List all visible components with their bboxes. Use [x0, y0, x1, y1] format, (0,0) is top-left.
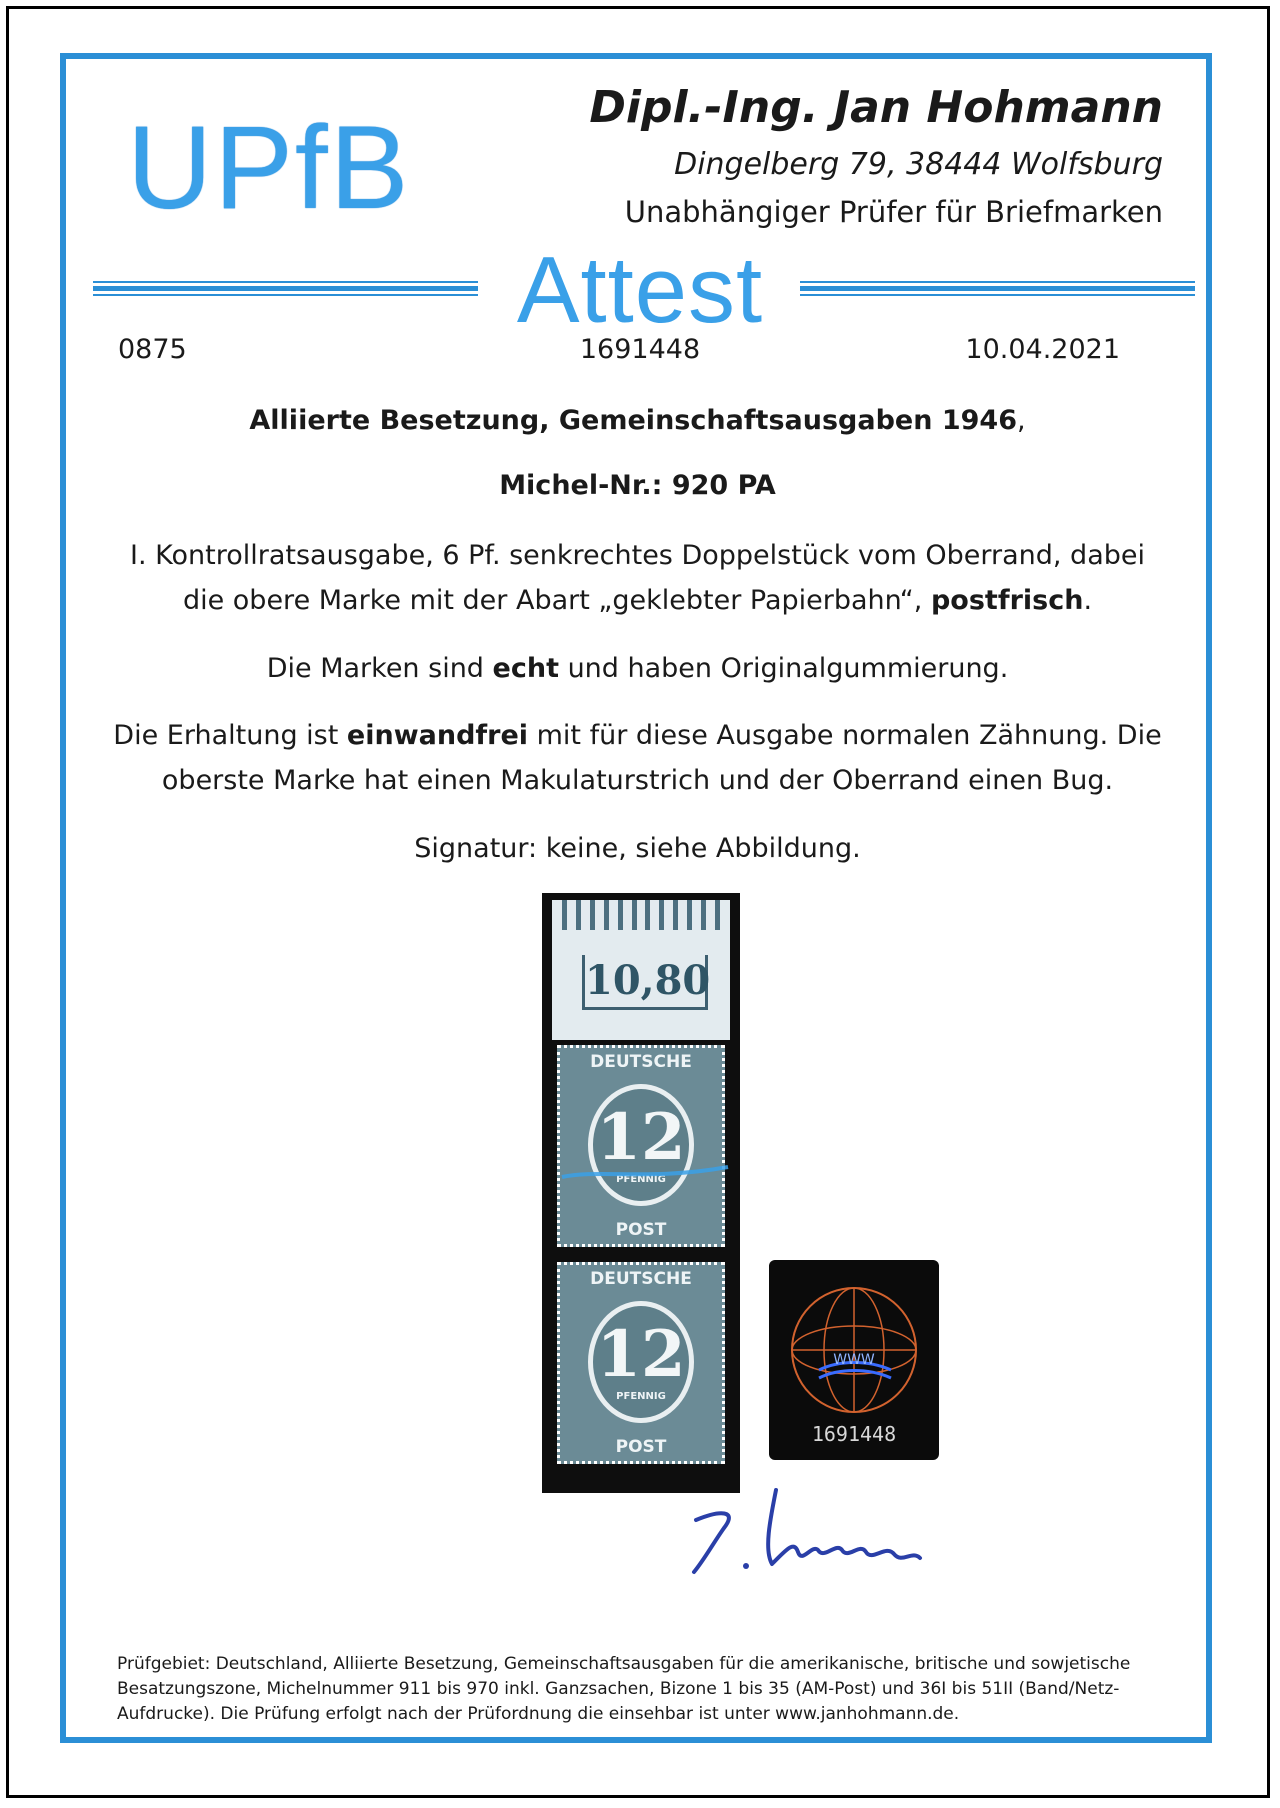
certificate-number: 1691448: [579, 334, 701, 365]
area-line: [100, 405, 1175, 436]
condition-line-1: [100, 720, 1175, 751]
upfb-logo: UPfB: [127, 102, 411, 234]
examiner-role: Unabhängiger Prüfer für Briefmarken: [624, 195, 1163, 229]
stamp-lower: [557, 1262, 725, 1464]
certificate-date: 10.04.2021: [965, 334, 1120, 365]
examiner-signature: [690, 1480, 930, 1580]
footer-line-2: Besatzungszone, Michelnummer 911 bis 970 inkl. Ganzsachen, Bizone 1 bis 35 (AM-Post) und 36I bis 51II (Band/Netz-: [117, 1679, 1120, 1699]
genuine-echt: echt: [492, 653, 559, 684]
description-end: .: [1083, 585, 1093, 616]
stamp-post-label: POST: [615, 1220, 667, 1240]
stamp-unit: PFENNIG: [616, 1391, 666, 1402]
description-line-2: [100, 585, 1175, 616]
stamp-country-label: DEUTSCHE: [590, 1052, 692, 1072]
margin-counter-number: 10,80: [582, 955, 708, 1010]
condition-text-c: mit für diese Ausgabe normalen Zähnung. Die: [528, 720, 1162, 751]
examiner-name: Dipl.-Ing. Jan Hohmann: [589, 82, 1163, 133]
stamp-unit: PFENNIG: [616, 1174, 666, 1185]
stamp-post-label: POST: [615, 1437, 667, 1457]
footer-line-1: Prüfgebiet: Deutschland, Alliierte Besetzung, Gemeinschaftsausgaben für die amerikanische, britische und sowjetische: [117, 1654, 1131, 1674]
margin-tick-marks: [552, 900, 730, 934]
postfrisch-text: postfrisch: [930, 585, 1084, 616]
genuine-line: [100, 653, 1175, 684]
condition-line-2: oberste Marke hat einen Makulaturstrich und der Oberrand einen Bug.: [161, 765, 1114, 796]
description-line-1: I. Kontrollratsausgabe, 6 Pf. senkrechtes Doppelstück vom Oberrand, dabei: [130, 540, 1145, 571]
hologram-seal: [769, 1260, 939, 1460]
hologram-number: 1691448: [811, 1422, 897, 1446]
michel-number: Michel-Nr.: 920 PA: [499, 470, 776, 501]
footer-line-3: Aufdrucke). Die Prüfung erfolgt nach der Prüfordnung die einsehbar ist unter www.janhohmann.de.: [117, 1704, 960, 1724]
stamp-country-label: DEUTSCHE: [590, 1269, 692, 1289]
genuine-text-c: und haben Originalgummierung.: [558, 653, 1009, 684]
area-suffix: ,: [1017, 405, 1026, 436]
certificate-title: Attest: [516, 237, 764, 342]
condition-text-a: Die Erhaltung ist: [113, 720, 347, 751]
area-text: Alliierte Besetzung, Gemeinschaftsausgaben 1946: [249, 405, 1017, 436]
description-text: die obere Marke mit der Abart „geklebter Papierbahn“,: [182, 585, 931, 616]
blue-waste-mark: [560, 1163, 730, 1185]
examiner-address: Dingelberg 79, 38444 Wolfsburg: [674, 147, 1163, 182]
stamp-value: 12: [596, 1100, 686, 1175]
signature-note: Signatur: keine, siehe Abbildung.: [414, 833, 861, 864]
stamp-value: 12: [596, 1317, 686, 1392]
condition-einwandfrei: einwandfrei: [346, 720, 529, 751]
footer-notice: [117, 1652, 1157, 1727]
hologram-www: WWW: [833, 1352, 875, 1368]
examiner-number: 0875: [118, 334, 187, 365]
stamp-upper: [557, 1045, 725, 1247]
genuine-text-a: Die Marken sind: [266, 653, 493, 684]
